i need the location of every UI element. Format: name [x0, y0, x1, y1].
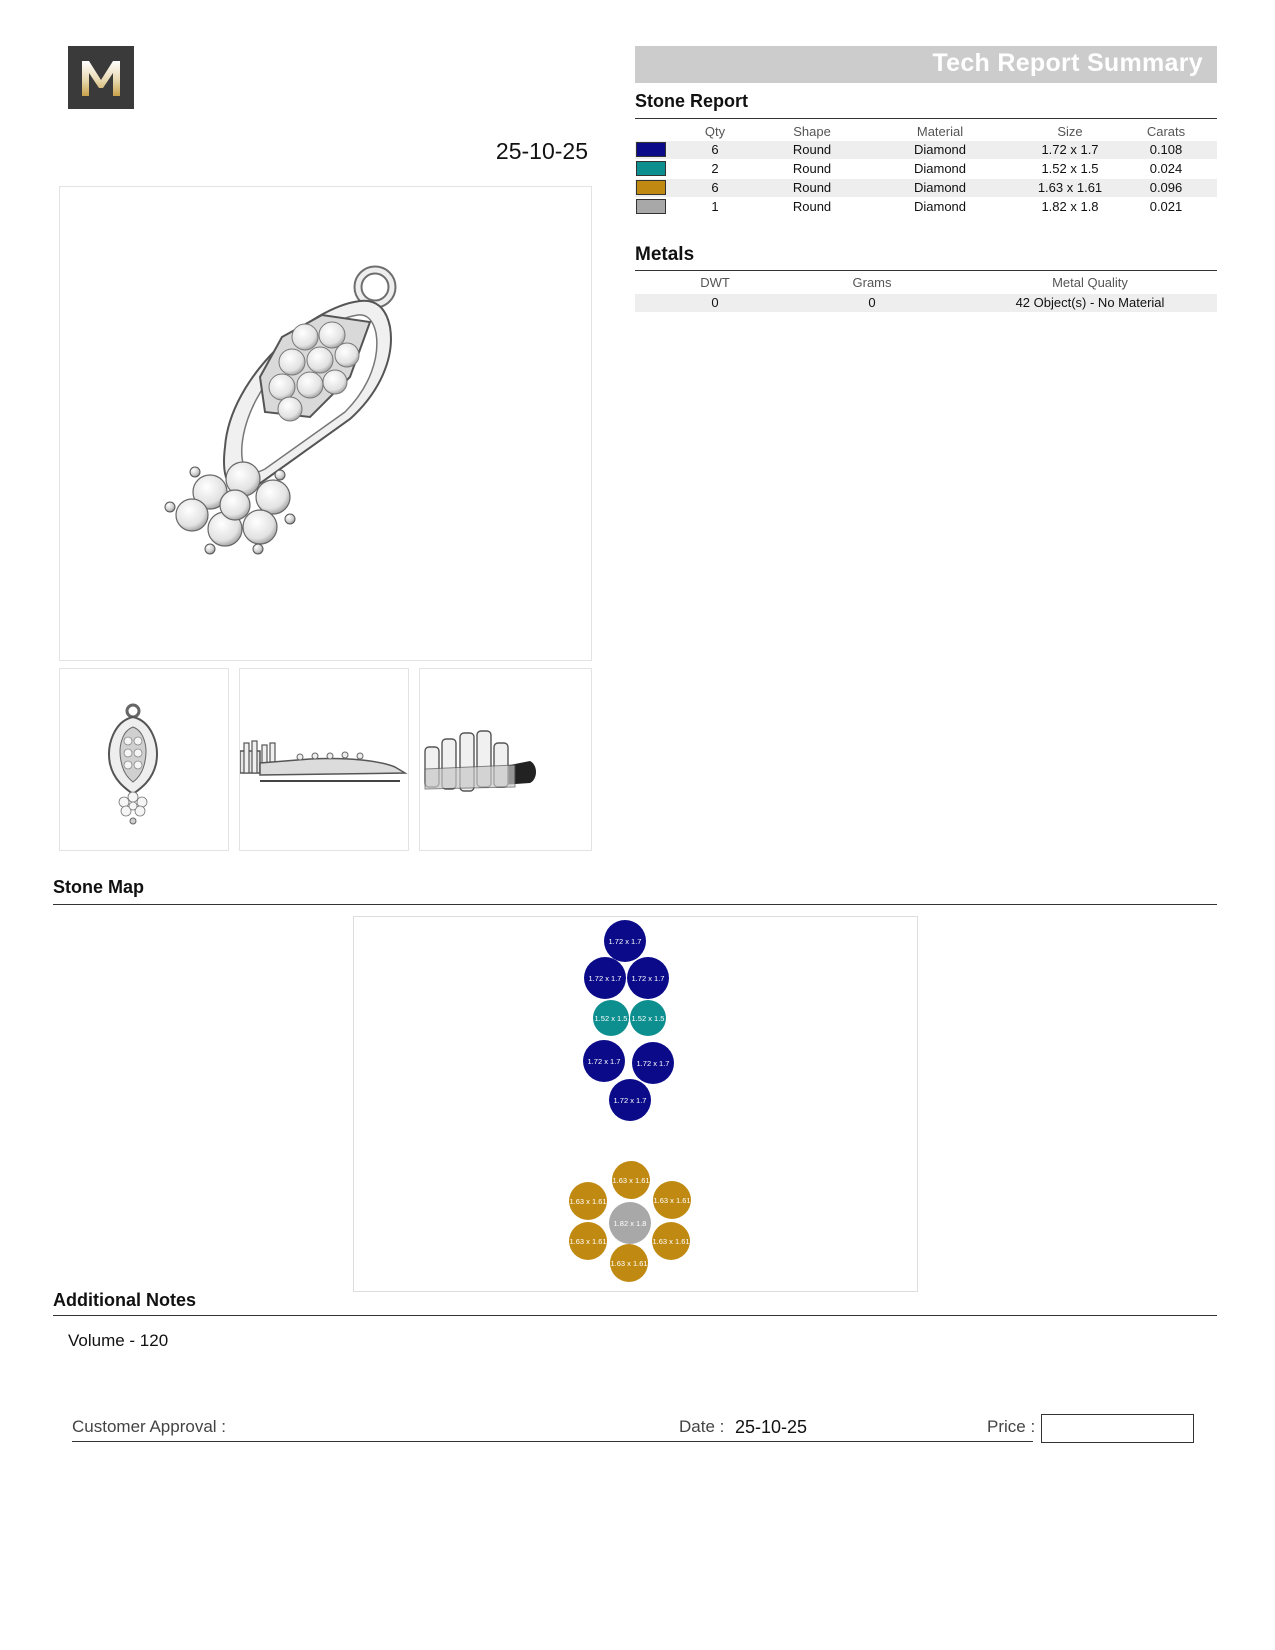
- stone-map-stone: 1.72 x 1.7: [584, 957, 626, 999]
- price-input[interactable]: [1041, 1414, 1194, 1443]
- col-carats: Carats: [1146, 124, 1186, 139]
- stone-carats-cell: 0.024: [1149, 161, 1183, 176]
- col-size: Size: [1057, 124, 1083, 139]
- stone-report-title: Stone Report: [635, 91, 749, 111]
- stone-color-swatch: [636, 142, 666, 157]
- stone-map-stone: 1.63 x 1.61: [569, 1222, 607, 1260]
- stone-material-cell: Diamond: [913, 180, 967, 195]
- stone-map-stone: 1.72 x 1.7: [627, 957, 669, 999]
- stone-material-cell: Diamond: [913, 142, 967, 157]
- stone-map-title: Stone Map: [53, 877, 145, 897]
- thumb-end-panel: [419, 668, 592, 851]
- approval-date-value: 25-10-25: [735, 1417, 808, 1437]
- pendant-render-front: [60, 669, 228, 850]
- notes-rule: [53, 1315, 1217, 1316]
- stone-shape-cell: Round: [792, 161, 832, 176]
- stone-carats-cell: 0.021: [1149, 199, 1183, 214]
- stone-size-cell: 1.63 x 1.61: [1037, 180, 1103, 195]
- stone-qty-cell: 2: [711, 161, 719, 176]
- col-grams: Grams: [852, 275, 892, 290]
- stone-map-stone: 1.63 x 1.61: [653, 1181, 691, 1219]
- stone-size-cell: 1.82 x 1.8: [1041, 199, 1099, 214]
- stone-map-stone: 1.52 x 1.5: [630, 1000, 666, 1036]
- price-label: Price :: [987, 1417, 1036, 1436]
- stone-size-cell: 1.72 x 1.7: [1041, 142, 1099, 157]
- col-shape: Shape: [793, 124, 831, 139]
- stone-color-swatch: [636, 199, 666, 214]
- stone-material-cell: Diamond: [913, 199, 967, 214]
- col-metal-quality: Metal Quality: [1052, 275, 1128, 290]
- metals-rule: [635, 270, 1217, 271]
- pendant-render-perspective: [60, 187, 591, 660]
- stone-material-cell: Diamond: [913, 161, 967, 176]
- notes-title: Additional Notes: [53, 1290, 196, 1310]
- stone-report-row: [635, 198, 1217, 216]
- col-dwt: DWT: [700, 275, 730, 290]
- stone-map-stone: 1.82 x 1.8: [609, 1202, 651, 1244]
- stone-shape-cell: Round: [792, 180, 832, 195]
- stone-map-stone: 1.52 x 1.5: [593, 1000, 629, 1036]
- stone-report-row: [635, 160, 1217, 178]
- stone-map-stone: 1.72 x 1.7: [609, 1079, 651, 1121]
- stone-qty-cell: 6: [711, 142, 719, 157]
- stone-map-stone: 1.72 x 1.7: [604, 920, 646, 962]
- stone-shape-cell: Round: [792, 199, 832, 214]
- report-title-bar: [635, 46, 1217, 83]
- stone-color-swatch: [636, 161, 666, 176]
- header-date: 25-10-25: [495, 138, 588, 164]
- report-title: Tech Report Summary: [932, 49, 1203, 77]
- metals-quality: 42 Object(s) - No Material: [1015, 295, 1165, 310]
- metals-grams: 0: [868, 295, 876, 310]
- stone-map-stone: 1.63 x 1.61: [610, 1244, 648, 1282]
- stone-report-row: [635, 179, 1217, 197]
- col-qty: Qty: [704, 124, 726, 139]
- stone-map-stone: 1.72 x 1.7: [583, 1040, 625, 1082]
- stone-map-rule: [53, 904, 1217, 905]
- brand-logo-icon: [78, 58, 124, 98]
- main-render-panel: [59, 186, 592, 661]
- approval-date-label: Date :: [679, 1417, 725, 1436]
- col-material: Material: [916, 124, 964, 139]
- stone-carats-cell: 0.096: [1149, 180, 1183, 195]
- pendant-render-end: [420, 669, 591, 850]
- stone-map-stone: 1.63 x 1.61: [612, 1161, 650, 1199]
- stone-color-swatch: [636, 180, 666, 195]
- metals-title: Metals: [635, 244, 695, 265]
- stone-map-frame: [353, 916, 918, 1292]
- stone-qty-cell: 1: [711, 199, 719, 214]
- approval-signature-line: [72, 1441, 1033, 1442]
- stone-size-cell: 1.52 x 1.5: [1041, 161, 1099, 176]
- metals-dwt: 0: [711, 295, 719, 310]
- thumb-side-panel: [239, 668, 409, 851]
- notes-text: Volume - 120: [68, 1331, 169, 1350]
- stone-map-stone: 1.63 x 1.61: [569, 1182, 607, 1220]
- customer-approval-label: Customer Approval :: [72, 1417, 227, 1436]
- metals-row: [635, 294, 1217, 312]
- stone-report-row: [635, 141, 1217, 159]
- stone-carats-cell: 0.108: [1149, 142, 1183, 157]
- stone-report-rule: [635, 118, 1217, 119]
- pendant-render-side: [240, 669, 408, 850]
- stone-qty-cell: 6: [711, 180, 719, 195]
- brand-logo: [68, 46, 134, 109]
- stone-shape-cell: Round: [792, 142, 832, 157]
- stone-map-stone: 1.63 x 1.61: [652, 1222, 690, 1260]
- thumb-front-panel: [59, 668, 229, 851]
- stone-map-stone: 1.72 x 1.7: [632, 1042, 674, 1084]
